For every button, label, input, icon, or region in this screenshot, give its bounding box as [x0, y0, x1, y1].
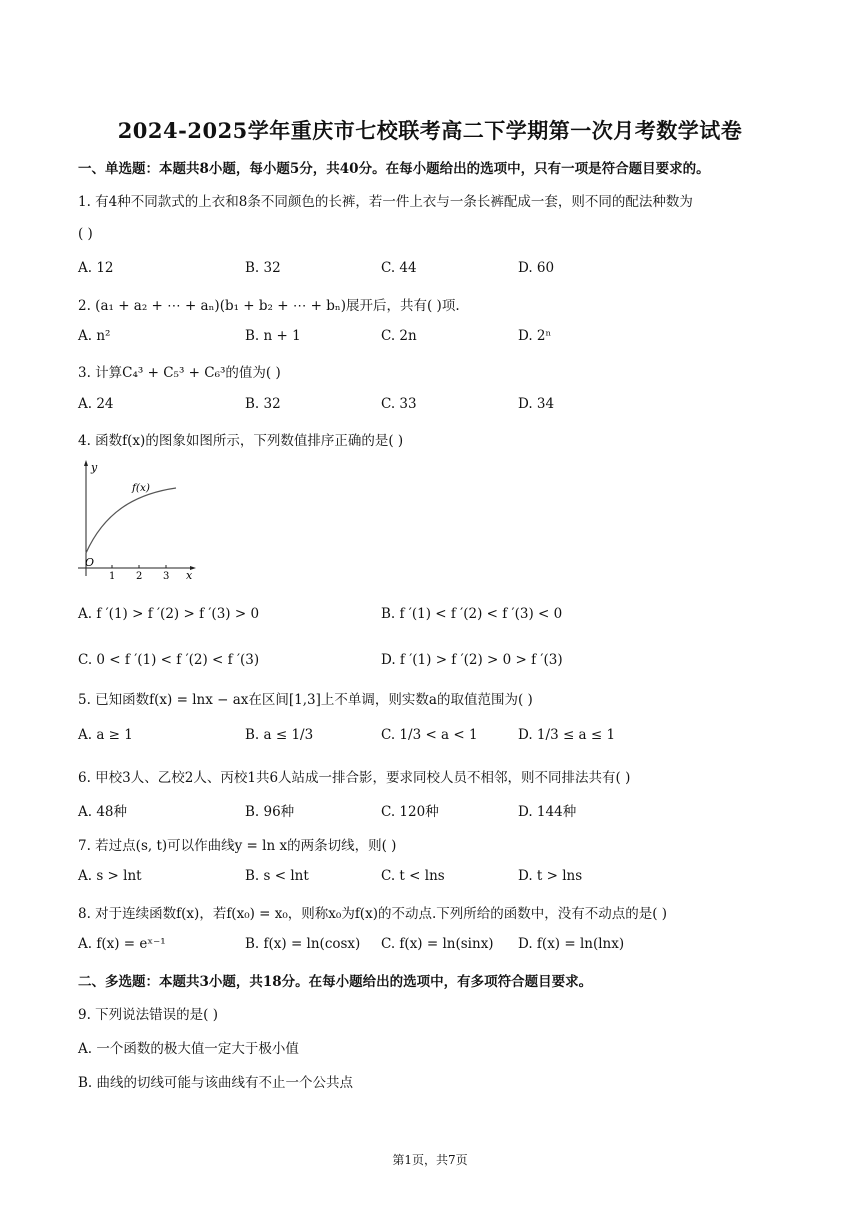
- question-3-text: 3. 计算C₄³ + C₅³ + C₆³的值为( ): [78, 365, 281, 381]
- q4-option-a: A. f ′(1) > f ′(2) > f ′(3) > 0: [78, 606, 260, 622]
- q8-option-d: D. f(x) = ln(lnx): [518, 936, 625, 952]
- question-6-text: 6. 甲校3人、乙校2人、丙校1共6人站成一排合影，要求同校人员不相邻，则不同排法共有( ): [78, 770, 631, 786]
- q8-option-b: B. f(x) = ln(cosx): [245, 936, 361, 952]
- q7-option-b: B. s < lnt: [245, 868, 309, 884]
- q3-option-d: D. 34: [518, 396, 555, 412]
- curve-f-of-x: [86, 488, 176, 553]
- question-7-text: 7. 若过点(s, t)可以作曲线y = ln x的两条切线，则( ): [78, 838, 397, 854]
- q2-option-c: C. 2n: [381, 328, 417, 344]
- q9-option-b: B. 曲线的切线可能与该曲线有不止一个公共点: [78, 1075, 354, 1091]
- q1-option-a: A. 12: [78, 260, 114, 276]
- question-5-text: 5. 已知函数f(x) = lnx − ax在区间[1,3]上不单调，则实数a的取值范围为( ): [78, 692, 533, 708]
- q8-option-c: C. f(x) = ln(sinx): [381, 936, 494, 952]
- function-graph: [74, 458, 200, 582]
- question-9-text: 9. 下列说法错误的是( ): [78, 1007, 218, 1023]
- q2-option-d: D. 2ⁿ: [518, 328, 552, 344]
- q6-option-d: D. 144种: [518, 804, 577, 820]
- curve-label: f(x): [132, 482, 151, 494]
- q5-option-a: A. a ≥ 1: [78, 727, 133, 743]
- q6-option-c: C. 120种: [381, 804, 439, 820]
- q5-option-d: D. 1/3 ≤ a ≤ 1: [518, 727, 616, 743]
- page-footer: 第1页，共7页: [392, 1153, 468, 1167]
- q8-option-a: A. f(x) = eˣ⁻¹: [78, 936, 166, 952]
- page-title: 2024-2025学年重庆市七校联考高二下学期第一次月考数学试卷: [117, 118, 743, 143]
- question-2-text: 2. (a₁ + a₂ + ⋯ + aₙ)(b₁ + b₂ + ⋯ + bₙ)展开后，共有( )项.: [78, 298, 460, 314]
- q4-option-d: D. f ′(1) > f ′(2) > 0 > f ′(3): [381, 652, 563, 668]
- origin-label: O: [85, 556, 95, 569]
- q7-option-a: A. s > lnt: [78, 868, 142, 884]
- x-tick-label-3: 3: [163, 571, 170, 582]
- q1-option-b: B. 32: [245, 260, 281, 276]
- question-4-text: 4. 函数f(x)的图象如图所示，下列数值排序正确的是( ): [78, 433, 404, 449]
- section-2-heading: 二、多选题：本题共3小题，共18分。在每小题给出的选项中，有多项符合题目要求。: [78, 974, 593, 990]
- q7-option-c: C. t < lns: [381, 868, 445, 884]
- q5-option-b: B. a ≤ 1/3: [245, 727, 314, 743]
- q4-option-c: C. 0 < f ′(1) < f ′(2) < f ′(3): [78, 652, 260, 668]
- y-axis-arrow: [84, 460, 88, 466]
- q3-option-c: C. 33: [381, 396, 417, 412]
- section-1-heading: 一、单选题：本题共8小题，每小题5分，共40分。在每小题给出的选项中，只有一项是符合题目要求的。: [78, 161, 710, 177]
- q3-option-a: A. 24: [78, 396, 114, 412]
- q2-option-b: B. n + 1: [245, 328, 301, 344]
- q6-option-b: B. 96种: [245, 804, 295, 820]
- q1-option-d: D. 60: [518, 260, 555, 276]
- q9-option-a: A. 一个函数的极大值一定大于极小值: [78, 1041, 299, 1057]
- x-tick-label-1: 1: [109, 571, 116, 582]
- question-1-text: 1. 有4种不同款式的上衣和8条不同颜色的长裤，若一件上衣与一条长裤配成一套，则不同的配法种数为: [78, 194, 693, 210]
- question-1-bracket: ( ): [78, 226, 93, 242]
- q4-option-b: B. f ′(1) < f ′(2) < f ′(3) < 0: [381, 606, 563, 622]
- q3-option-b: B. 32: [245, 396, 281, 412]
- x-axis-label: x: [186, 569, 193, 582]
- q1-option-c: C. 44: [381, 260, 417, 276]
- q6-option-a: A. 48种: [78, 804, 128, 820]
- q2-option-a: A. n²: [78, 328, 111, 344]
- y-axis-label: y: [91, 461, 98, 474]
- x-tick-label-2: 2: [136, 571, 143, 582]
- q7-option-d: D. t > lns: [518, 868, 583, 884]
- q5-option-c: C. 1/3 < a < 1: [381, 727, 478, 743]
- question-8-text: 8. 对于连续函数f(x)，若f(x₀) = x₀，则称x₀为f(x)的不动点.下列所给的函数中，没有不动点的是( ): [78, 906, 668, 922]
